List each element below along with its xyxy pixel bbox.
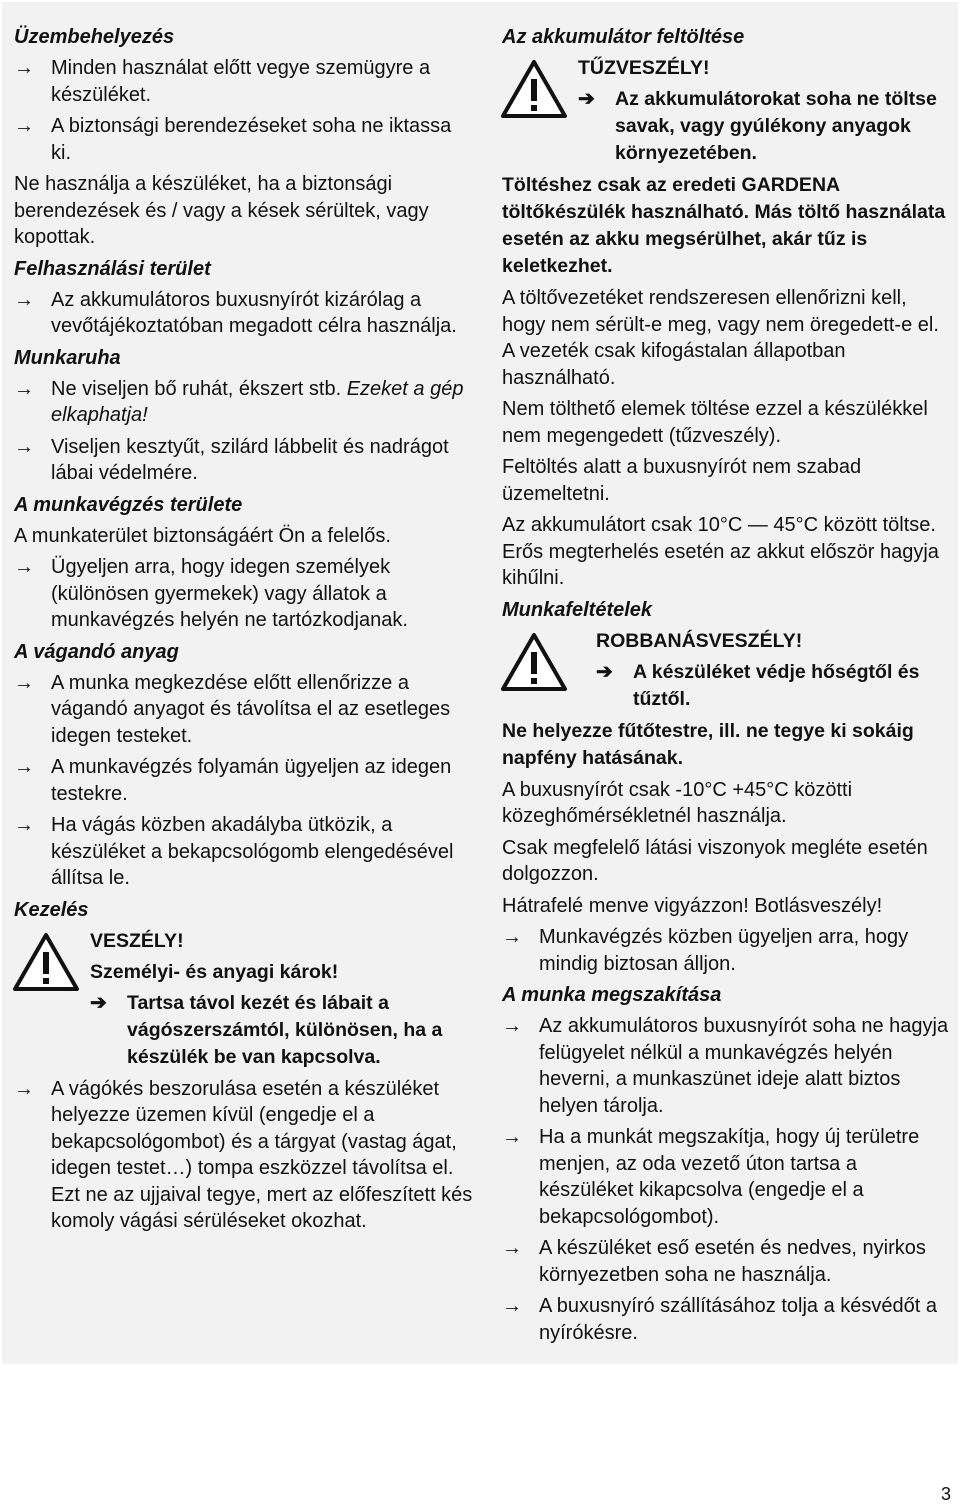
arrow-icon: → xyxy=(14,756,34,778)
paragraph: Ne használja a készüléket, ha a biztonsági berendezések és / vagy a kések sérültek, vagy kopottak. xyxy=(14,173,429,248)
bullet-item: → Ha a munkát megszakítja, hogy új területre menjen, az oda vezető úton tartsa a készüléket kikapcsolva (engedje el a bekapcsológombot). xyxy=(502,1126,920,1228)
arrow-icon: → xyxy=(14,57,34,79)
arrow-icon: → xyxy=(502,1295,522,1317)
bullet-item: → Az akkumulátoros buxusnyírót kizárólag a vevőtájékoztatóban megadott célra használja. xyxy=(14,288,457,337)
warning-triangle-icon xyxy=(500,59,568,119)
bullet-item: → A készüléket eső esetén és nedves, nyirkos környezetben soha ne használja. xyxy=(502,1237,926,1286)
arrow-icon: → xyxy=(502,1237,522,1259)
arrow-icon: → xyxy=(14,377,34,400)
section-heading-kezeles: Kezelés xyxy=(14,898,89,921)
arrow-icon: → xyxy=(14,115,34,137)
bullet-item: → A biztonsági berendezéseket soha ne iktassa ki. xyxy=(14,115,452,164)
section-heading-felhasznalasi-terulet: Felhasználási terület xyxy=(14,257,211,280)
section-heading-munka-megszakitasa: A munka megszakítása xyxy=(502,984,722,1006)
section-heading-vagando-anyag: A vágandó anyag xyxy=(14,640,179,663)
bullet-item: → A buxusnyíró szállításához tolja a késvédőt a nyírókésre. xyxy=(502,1295,938,1344)
bold-arrow-icon: ➔ xyxy=(90,991,107,1014)
section-heading-akkumulator-feltoltese: Az akkumulátor feltöltése xyxy=(502,26,745,48)
warning-bullet: ➔ A készüléket védje hőségtől és tűztől. xyxy=(596,660,920,710)
paragraph: A buxusnyírót csak -10°C +45°C közötti közeghőmérsékletnél használja. xyxy=(502,778,853,827)
bullet-item: → A munkavégzés folyamán ügyeljen az idegen testekre. xyxy=(14,756,452,805)
bold-paragraph: Ne helyezze fűtőtestre, ill. ne tegye ki sokáig napfény hatásának. xyxy=(502,719,914,769)
bullet-item: → A vágókés beszorulása esetén a készüléket helyezze üzemen kívül (engedje el a bekapcsológombot) és a tárgyat (vastag ágat, idegen testet…) tompa eszközzel távolítsa el. Ezt ne az ujjaival tegye, mert az előfeszített kés komoly vágási sérüléseket okozhat. xyxy=(14,1077,473,1232)
italic-note: Ezeket a gép elkaphatja! xyxy=(51,377,464,426)
warning-block xyxy=(14,928,474,1071)
bullet-item: → Az akkumulátoros buxusnyírót soha ne hagyja felügyelet nélkül a munkavégzés helyén heverni, a munkaszünet ideje alatt biztos helyen tárolja. xyxy=(502,1015,949,1117)
arrow-icon: → xyxy=(502,1015,522,1037)
arrow-icon: → xyxy=(502,1126,522,1148)
bullet-item: → Ügyeljen arra, hogy idegen személyek (különösen gyermekek) vagy állatok a munkavégzés helyén ne tartózkodjanak. xyxy=(14,556,408,631)
bold-arrow-icon: ➔ xyxy=(578,88,595,110)
arrow-icon: → xyxy=(14,435,34,458)
paragraph: Az akkumulátort csak 10°C — 45°C között töltse. Erős megterhelés esetén az akkut először hagyja kihűlni. xyxy=(502,514,939,589)
warning-block xyxy=(502,628,954,713)
bullet-item: → A munka megkezdése előtt ellenőrizze a vágandó anyagot és távolítsa el az esetleges idegen testeket. xyxy=(14,671,451,747)
bullet-item: → Munkavégzés közben ügyeljen arra, hogy mindig biztosan álljon. xyxy=(502,926,909,975)
warning-block xyxy=(502,55,954,167)
paragraph: A töltővezetéket rendszeresen ellenőrizni kell, hogy nem sérült-e meg, vagy nem öregedett-e el. A vezeték csak kifogástalan állapotban használható. xyxy=(502,287,939,389)
arrow-icon: → xyxy=(14,556,34,578)
warning-title: ROBBANÁSVESZÉLY! xyxy=(596,629,803,652)
arrow-icon: → xyxy=(502,926,522,948)
warning-triangle-icon xyxy=(12,932,80,992)
bullet-item: → Minden használat előtt vegye szemügyre a készüléket. xyxy=(14,57,431,106)
right-column xyxy=(502,24,954,1351)
content-panel xyxy=(2,2,958,1364)
arrow-icon: → xyxy=(14,671,34,694)
section-heading-uzembehelyezes: Üzembehelyezés xyxy=(14,26,175,48)
bold-arrow-icon: ➔ xyxy=(596,660,613,683)
warning-title: VESZÉLY! xyxy=(90,929,184,952)
bold-paragraph: Töltéshez csak az eredeti GARDENA töltőkészülék használható. Más töltő használata esetén az akku megsérülhet, akár tűz is keletkezhet. xyxy=(502,174,946,277)
warning-title: TŰZVESZÉLY! xyxy=(578,57,710,79)
section-heading-munkafeltetelek: Munkafeltételek xyxy=(502,598,653,621)
bullet-item: → Viseljen kesztyűt, szilárd lábbelit és nadrágot lábai védelmére. xyxy=(14,435,449,484)
page-number: 3 xyxy=(940,1484,951,1504)
bullet-item: → Ne viseljen bő ruhát, ékszert stb. Ezeket a gép elkaphatja! xyxy=(14,377,464,426)
warning-subtitle: Személyi- és anyagi károk! xyxy=(90,960,339,983)
warning-triangle-icon xyxy=(500,632,568,692)
arrow-icon: → xyxy=(14,814,34,836)
warning-bullet: ➔ Az akkumulátorokat soha ne töltse savak, vagy gyúlékony anyagok környezetében. xyxy=(578,88,937,164)
paragraph: Csak megfelelő látási viszonyok megléte esetén dolgozzon. xyxy=(502,836,928,885)
paragraph: Feltöltés alatt a buxusnyírót nem szabad üzemeltetni. xyxy=(502,456,862,505)
paragraph: A munkaterület biztonságáért Ön a felelős. xyxy=(14,524,391,547)
paragraph: Nem tölthető elemek töltése ezzel a készülékkel nem megengedett (tűzveszély). xyxy=(502,398,928,447)
paragraph: Hátrafelé menve vigyázzon! Botlásveszély! xyxy=(502,894,883,917)
warning-bullet: ➔ Tartsa távol kezét és lábait a vágószerszámtól, különösen, ha a készülék be van kapcsolva. xyxy=(90,991,443,1068)
arrow-icon: → xyxy=(14,1077,34,1100)
left-column xyxy=(14,24,474,1240)
section-heading-munkavegzes-terulete: A munkavégzés területe xyxy=(14,493,243,516)
section-heading-munkaruha: Munkaruha xyxy=(14,346,121,369)
bullet-item: → Ha vágás közben akadályba ütközik, a készüléket a bekapcsológomb elengedésével állítsa le. xyxy=(14,814,454,889)
arrow-icon: → xyxy=(14,288,34,311)
